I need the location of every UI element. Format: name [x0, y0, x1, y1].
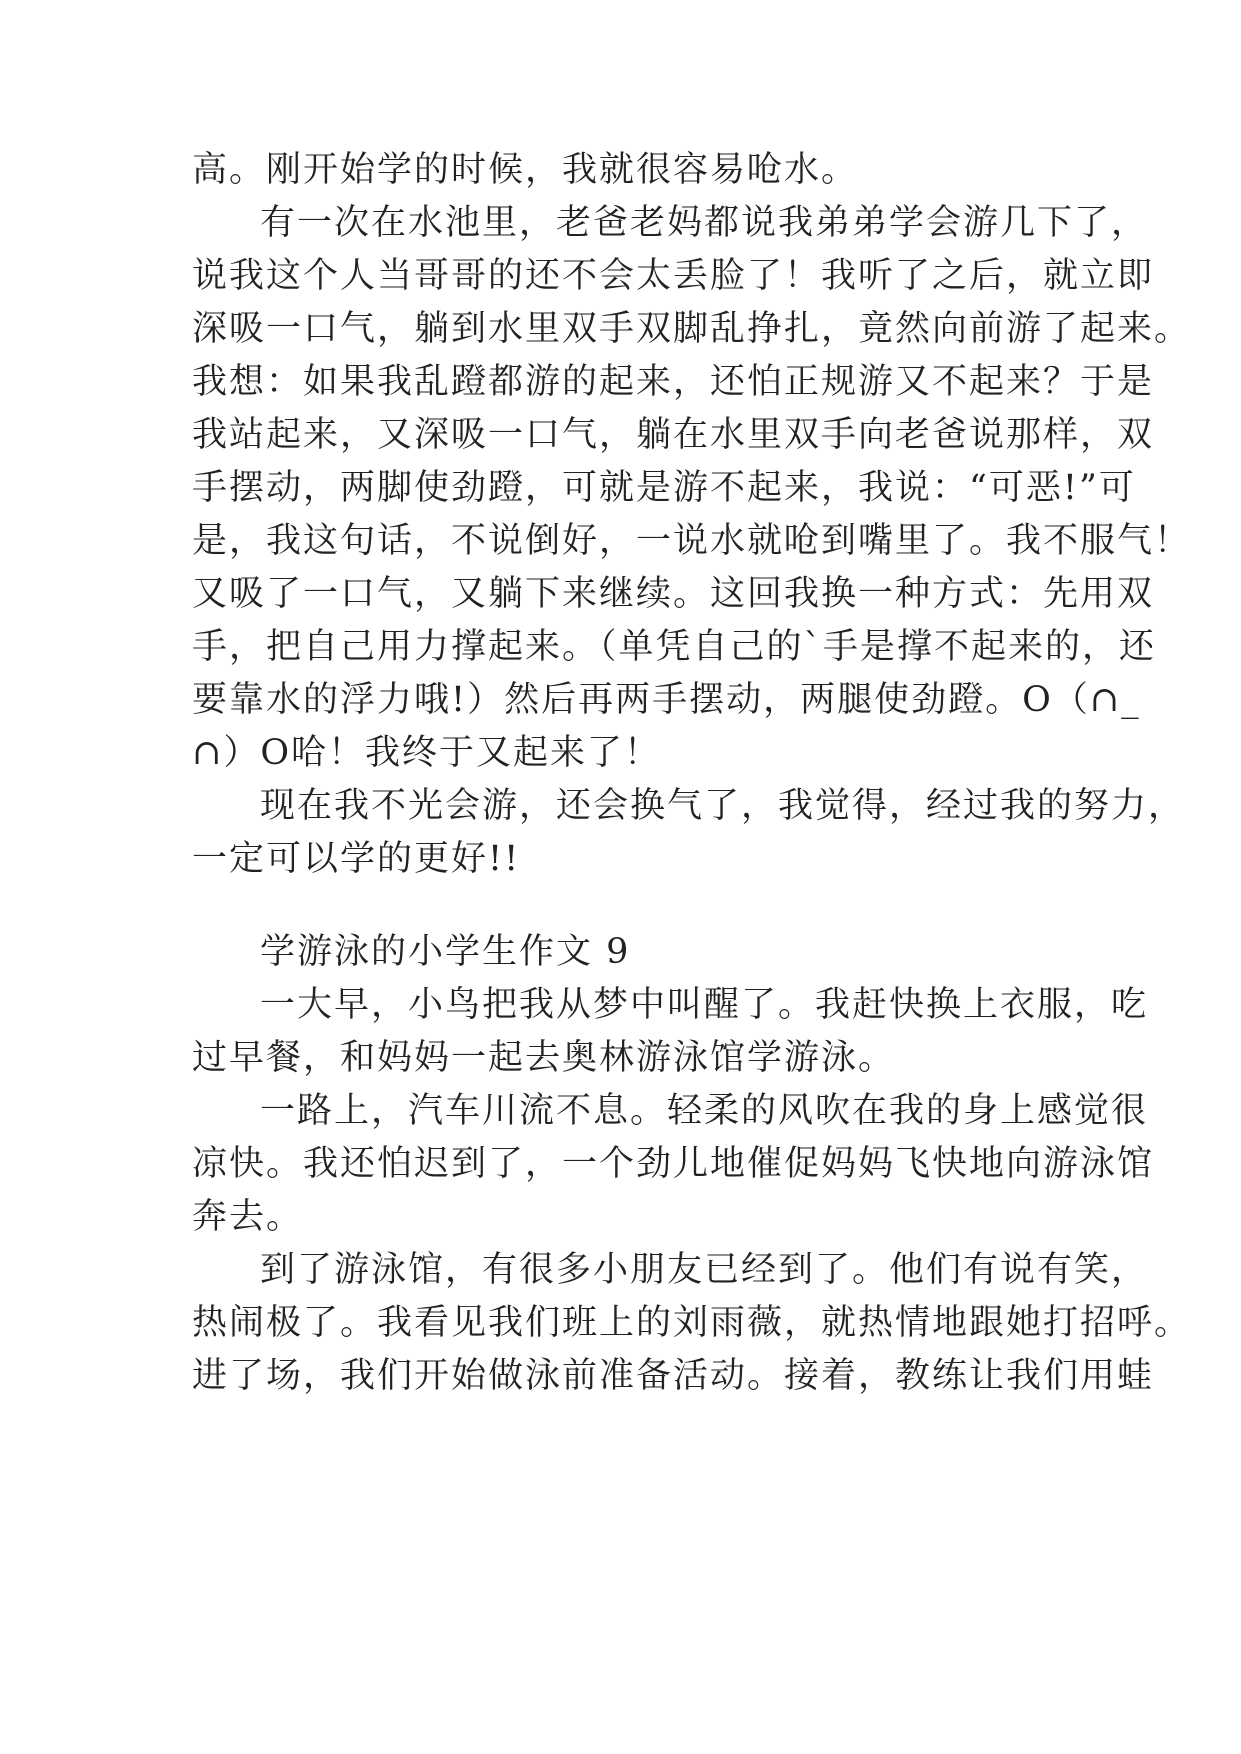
text-line: 进了场，我们开始做泳前准备活动。接着，教练让我们用蛙 — [192, 1356, 1155, 1396]
text-line: 又吸了一口气，又躺下来继续。这回我换一种方式：先用双 — [192, 574, 1155, 614]
text-line: 高。刚开始学的时候，我就很容易呛水。 — [192, 150, 859, 190]
text-line: 有一次在水池里，老爸老妈都说我弟弟学会游几下了， — [260, 203, 1149, 243]
section-title: 学游泳的小学生作文 9 — [260, 932, 631, 972]
text-line: 一大早，小鸟把我从梦中叫醒了。我赶快换上衣服，吃 — [260, 985, 1149, 1025]
text-line: 手，把自己用力撑起来。（单凭自己的`手是撑不起来的，还 — [192, 627, 1157, 667]
text-line: 深吸一口气，躺到水里双手双脚乱挣扎，竟然向前游了起来。 — [192, 309, 1192, 349]
text-line: 凉快。我还怕迟到了，一个劲儿地催促妈妈飞快地向游泳馆 — [192, 1144, 1155, 1184]
text-line: 一路上，汽车川流不息。轻柔的风吹在我的身上感觉很 — [260, 1091, 1149, 1131]
text-line: 我想：如果我乱蹬都游的起来，还怕正规游又不起来？于是 — [192, 362, 1155, 402]
text-line: 手摆动，两脚使劲蹬，可就是游不起来，我说：“可恶!”可 — [192, 468, 1136, 508]
text-line: 到了游泳馆，有很多小朋友已经到了。他们有说有笑， — [260, 1250, 1149, 1290]
text-line: 热闹极了。我看见我们班上的刘雨薇，就热情地跟她打招呼。 — [192, 1303, 1192, 1343]
text-line: 现在我不光会游，还会换气了，我觉得，经过我的努力， — [260, 786, 1186, 826]
text-line: 过早餐，和妈妈一起去奥林游泳馆学游泳。 — [192, 1038, 896, 1078]
text-line: ∩）O哈！我终于又起来了！ — [192, 733, 662, 773]
text-line: 是，我这句话，不说倒好，一说水就呛到嘴里了。我不服气！ — [192, 521, 1192, 561]
text-line: 我站起来，又深吸一口气，躺在水里双手向老爸说那样，双 — [192, 415, 1155, 455]
text-line: 奔去。 — [192, 1197, 304, 1237]
text-line: 要靠水的浮力哦!）然后再两手摆动，两腿使劲蹬。O（∩_ — [192, 680, 1141, 720]
text-line: 说我这个人当哥哥的还不会太丢脸了！我听了之后，就立即 — [192, 256, 1155, 296]
text-line: 一定可以学的更好!! — [192, 839, 521, 879]
